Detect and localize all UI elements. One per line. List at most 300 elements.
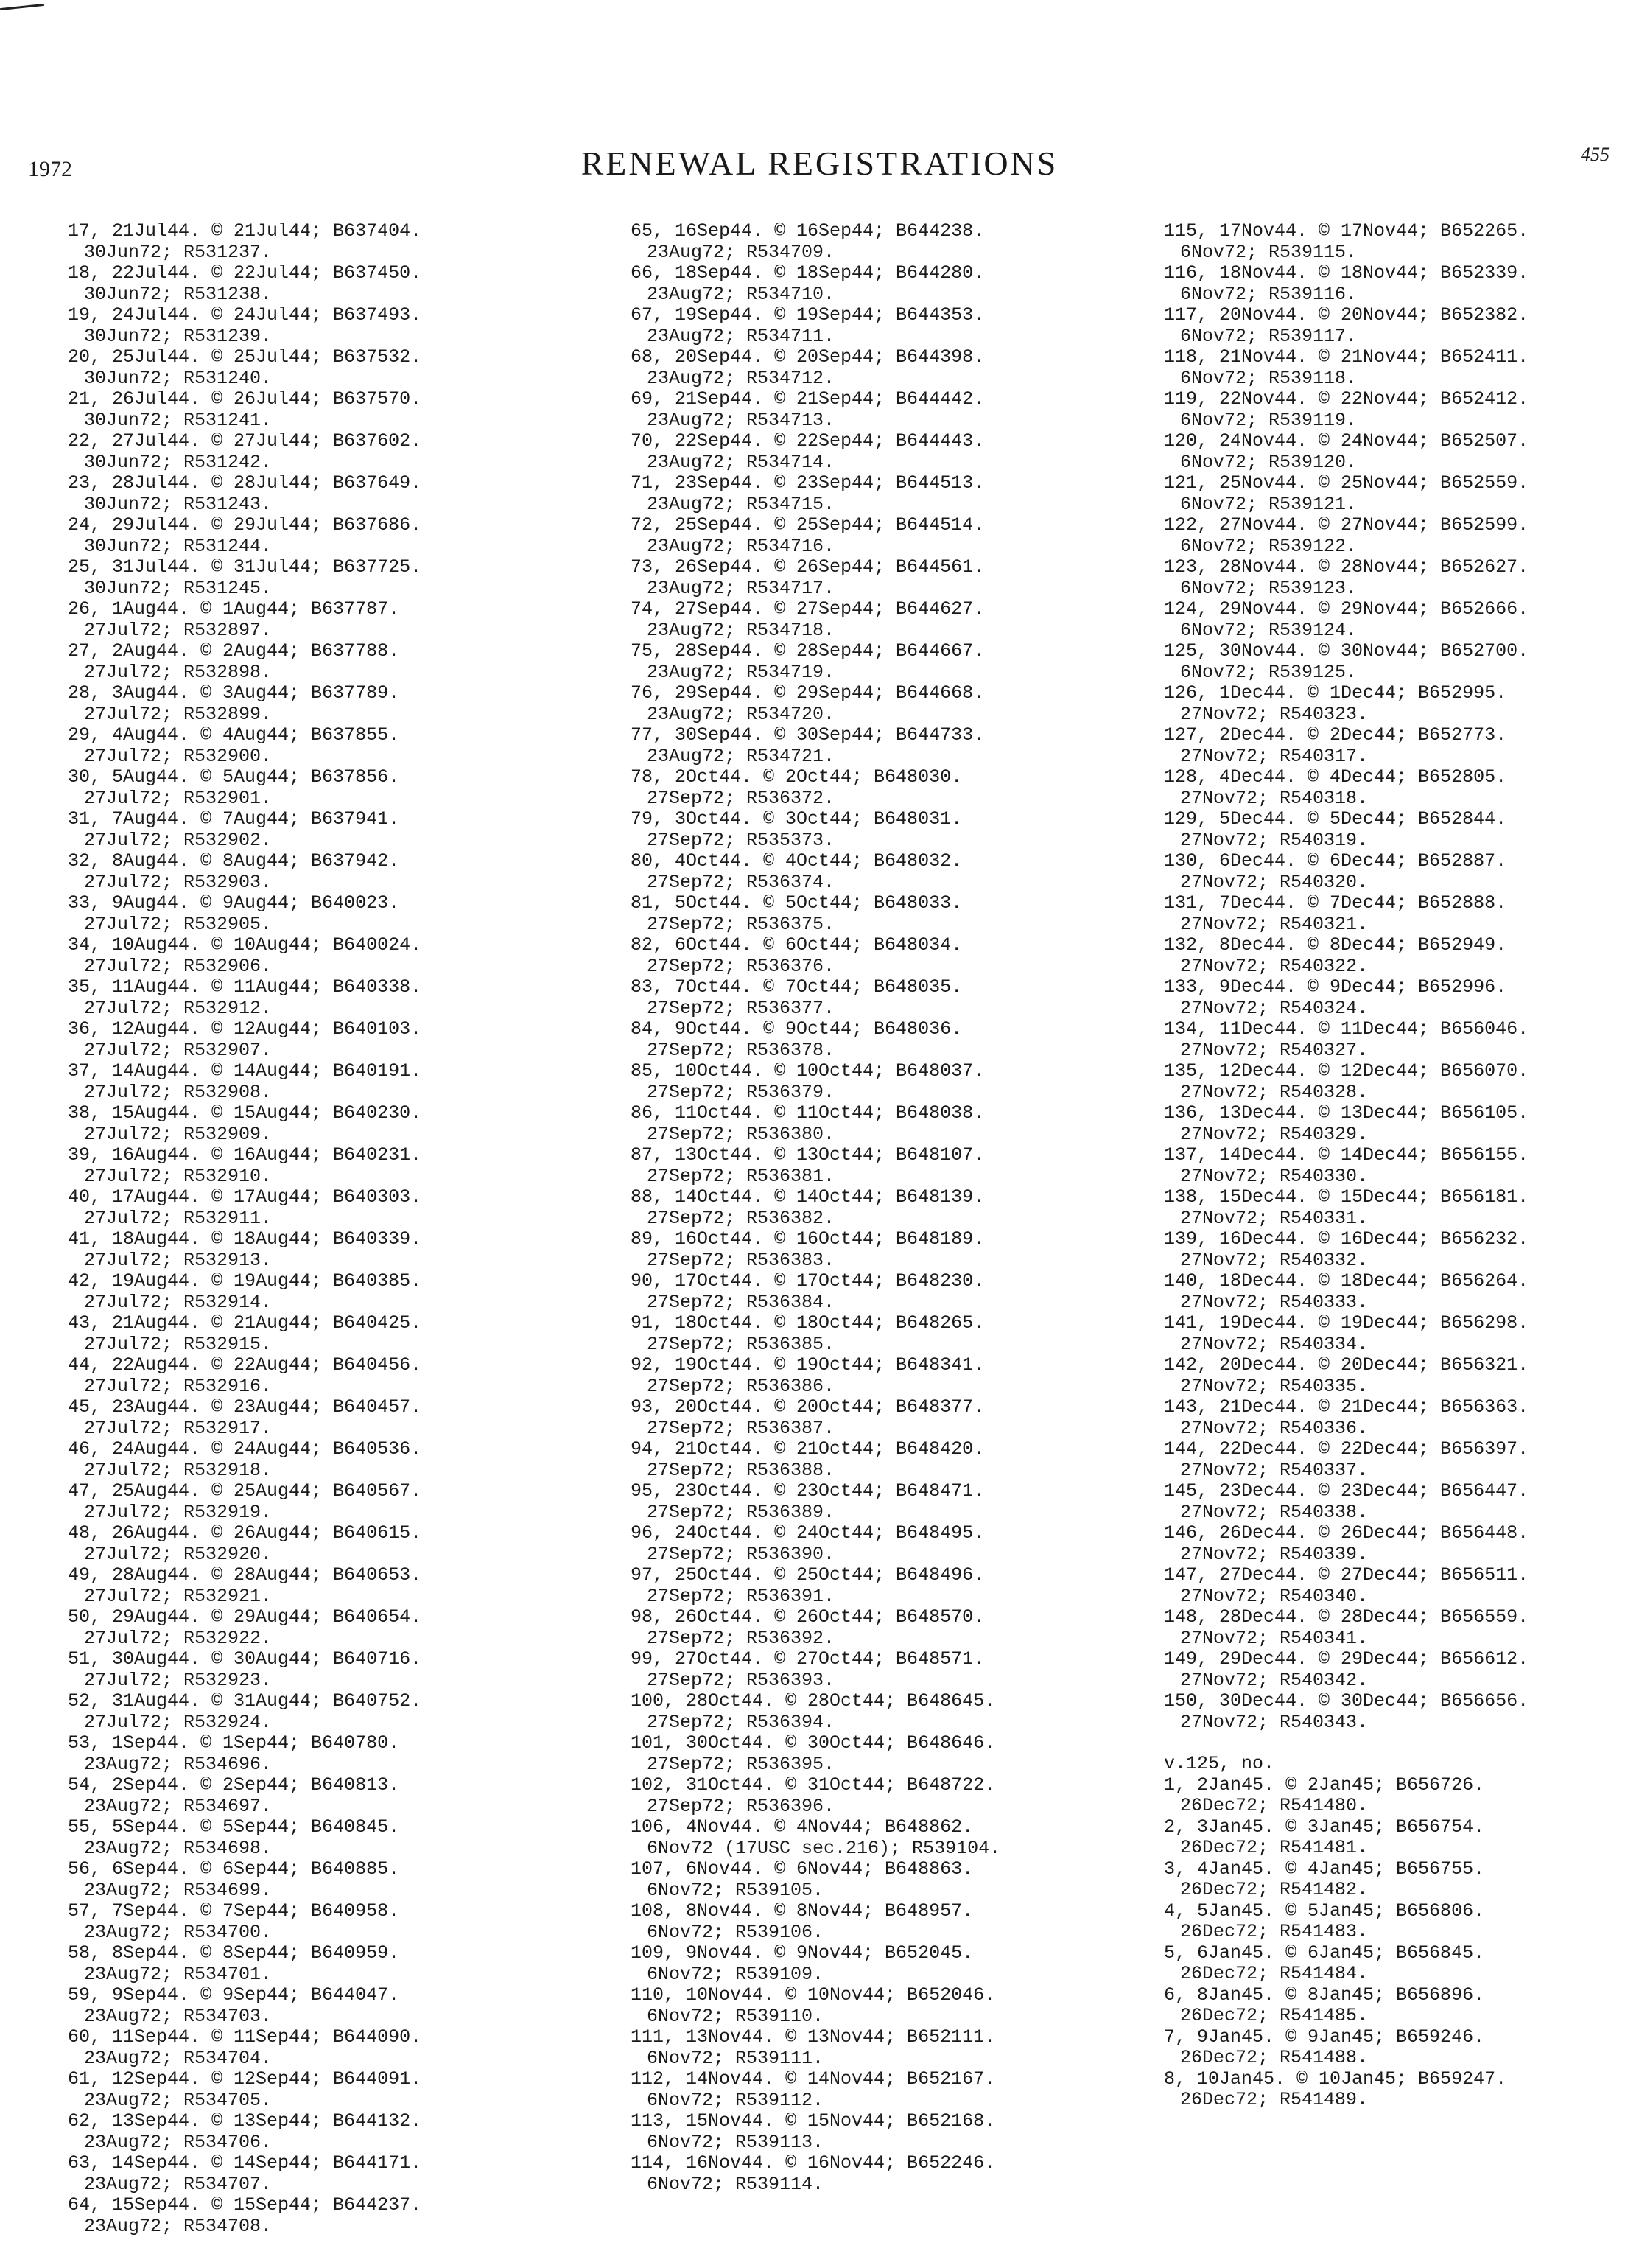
entry-line-2: 27Nov72; R540341.: [1180, 1627, 1369, 1649]
registration-entry: [631, 221, 1131, 263]
entry-line-2: 27Jul72; R532916.: [84, 1375, 273, 1397]
registration-entry: [68, 263, 569, 305]
page-year: 1972: [28, 157, 72, 181]
entry-line-1: 127, 2Dec44. © 2Dec44; B652773.: [1164, 724, 1507, 746]
entry-line-1: 47, 25Aug44. © 25Aug44; B640567.: [68, 1480, 422, 1502]
entry-line-1: 129, 5Dec44. © 5Dec44; B652844.: [1164, 808, 1507, 830]
entry-line-2: 30Jun72; R531244.: [84, 535, 273, 557]
registration-entry: [68, 221, 569, 263]
entry-line-1: 55, 5Sep44. © 5Sep44; B640845.: [68, 1816, 400, 1838]
entry-line-1: 102, 31Oct44. © 31Oct44; B648722.: [631, 1774, 996, 1796]
entry-line-1: 28, 3Aug44. © 3Aug44; B637789.: [68, 682, 400, 704]
entry-line-2: 27Nov72; R540332.: [1180, 1249, 1369, 1271]
entry-line-2: 23Aug72; R534712.: [647, 367, 835, 389]
entry-line-2: 6Nov72; R539111.: [647, 2047, 824, 2069]
registration-entry: [1164, 1103, 1635, 1145]
entry-line-2: 27Jul72; R532901.: [84, 787, 273, 809]
entry-line-1: 59, 9Sep44. © 9Sep44; B644047.: [68, 1984, 400, 2006]
entry-line-2: 23Aug72; R534717.: [647, 577, 835, 599]
registration-entry: [68, 767, 569, 809]
entry-line-2: 6Nov72; R539106.: [647, 1921, 824, 1943]
registration-entry: [631, 935, 1131, 977]
registration-entry: [1164, 851, 1635, 893]
entry-line-1: 42, 19Aug44. © 19Aug44; B640385.: [68, 1270, 422, 1292]
entry-line-2: 23Aug72; R534713.: [647, 409, 835, 431]
registration-entry: [1164, 347, 1635, 389]
entry-line-2: 27Nov72; R540328.: [1180, 1081, 1369, 1103]
registration-entry: [1164, 1649, 1635, 1691]
registration-entry: [631, 1187, 1131, 1229]
entry-line-2: 27Nov72; R540320.: [1180, 871, 1369, 893]
registration-entry: [1164, 1061, 1635, 1103]
entry-line-2: 27Sep72; R536376.: [647, 955, 835, 977]
entry-line-2: 6Nov72; R539120.: [1180, 451, 1358, 473]
entry-line-2: 6Nov72; R539118.: [1180, 367, 1358, 389]
registration-entry: [631, 1229, 1131, 1271]
registration-entry: [1164, 473, 1635, 515]
entry-line-1: 107, 6Nov44. © 6Nov44; B648863.: [631, 1858, 974, 1880]
entry-line-1: 128, 4Dec44. © 4Dec44; B652805.: [1164, 766, 1507, 788]
entry-line-1: 43, 21Aug44. © 21Aug44; B640425.: [68, 1312, 422, 1334]
entry-line-2: 6Nov72; R539119.: [1180, 409, 1358, 431]
registration-entry: [68, 725, 569, 767]
registration-entry: [631, 1439, 1131, 1481]
entry-line-1: 76, 29Sep44. © 29Sep44; B644668.: [631, 682, 985, 704]
registration-entry: [1164, 431, 1635, 473]
entry-line-1: 1, 2Jan45. © 2Jan45; B656726.: [1164, 1774, 1485, 1796]
registration-entry: [1164, 725, 1635, 767]
registration-entry: [1164, 1523, 1635, 1565]
entry-line-2: 27Sep72; R536382.: [647, 1207, 835, 1229]
registration-entry: [631, 1901, 1131, 1943]
entry-line-2: 30Jun72; R531241.: [84, 409, 273, 431]
entry-line-2: 23Aug72; R534701.: [84, 1963, 273, 1985]
entry-line-1: 88, 14Oct44. © 14Oct44; B648139.: [631, 1186, 985, 1208]
entry-line-2: 27Nov72; R540329.: [1180, 1123, 1369, 1145]
entry-line-1: 5, 6Jan45. © 6Jan45; B656845.: [1164, 1942, 1485, 1964]
registration-entry: [1164, 1775, 1635, 1817]
registration-entry: [1164, 809, 1635, 851]
registration-entry: [68, 683, 569, 725]
entry-line-2: 6Nov72; R539105.: [647, 1879, 824, 1901]
entry-line-2: 27Sep72; R536383.: [647, 1249, 835, 1271]
entry-line-1: 83, 7Oct44. © 7Oct44; B648035.: [631, 976, 963, 998]
entry-line-2: 27Sep72; R536389.: [647, 1501, 835, 1523]
registration-entry: [68, 1943, 569, 1985]
entry-line-1: 49, 28Aug44. © 28Aug44; B640653.: [68, 1564, 422, 1586]
registration-entry: [68, 1775, 569, 1817]
registration-entry: [1164, 977, 1635, 1019]
entry-line-1: 23, 28Jul44. © 28Jul44; B637649.: [68, 472, 422, 494]
registration-entry: [68, 1985, 569, 2027]
registration-entry: [68, 557, 569, 599]
entry-line-2: 27Nov72; R540334.: [1180, 1333, 1369, 1355]
entry-line-1: 31, 7Aug44. © 7Aug44; B637941.: [68, 808, 400, 830]
entry-line-1: 53, 1Sep44. © 1Sep44; B640780.: [68, 1732, 400, 1754]
entry-line-2: 27Sep72; R536396.: [647, 1795, 835, 1817]
entry-line-1: 148, 28Dec44. © 28Dec44; B656559.: [1164, 1606, 1529, 1628]
registration-entry: [631, 347, 1131, 389]
entry-line-2: 23Aug72; R534714.: [647, 451, 835, 473]
entry-line-1: 143, 21Dec44. © 21Dec44; B656363.: [1164, 1396, 1529, 1418]
entry-line-2: 6Nov72; R539125.: [1180, 661, 1358, 683]
entry-line-2: 23Aug72; R534718.: [647, 619, 835, 641]
entry-line-1: 37, 14Aug44. © 14Aug44; B640191.: [68, 1060, 422, 1082]
entry-line-2: 27Sep72; R536381.: [647, 1165, 835, 1187]
registration-entry: [68, 347, 569, 389]
entry-line-1: 118, 21Nov44. © 21Nov44; B652411.: [1164, 346, 1529, 368]
registration-entry: [68, 389, 569, 431]
entry-line-1: 94, 21Oct44. © 21Oct44; B648420.: [631, 1438, 985, 1460]
registration-entry: [1164, 1019, 1635, 1061]
registration-entry: [68, 851, 569, 893]
entry-line-2: 23Aug72; R534710.: [647, 283, 835, 305]
entry-line-1: 132, 8Dec44. © 8Dec44; B652949.: [1164, 934, 1507, 956]
entry-line-1: 122, 27Nov44. © 27Nov44; B652599.: [1164, 514, 1529, 536]
entry-line-1: 135, 12Dec44. © 12Dec44; B656070.: [1164, 1060, 1529, 1082]
entry-line-1: 46, 24Aug44. © 24Aug44; B640536.: [68, 1438, 422, 1460]
registration-entry: [68, 1103, 569, 1145]
registration-entry: [631, 1733, 1131, 1775]
registration-entry: [631, 1649, 1131, 1691]
volume-heading: v.125, no.: [1164, 1753, 1275, 1774]
registration-entry: [631, 641, 1131, 683]
registration-entry: [68, 1901, 569, 1943]
entry-line-2: 27Nov72; R540327.: [1180, 1039, 1369, 1061]
entry-line-2: 27Jul72; R532919.: [84, 1501, 273, 1523]
registration-entry: [631, 1145, 1131, 1187]
entry-line-1: 120, 24Nov44. © 24Nov44; B652507.: [1164, 430, 1529, 452]
entry-line-1: 45, 23Aug44. © 23Aug44; B640457.: [68, 1396, 422, 1418]
entry-line-1: 79, 3Oct44. © 3Oct44; B648031.: [631, 808, 963, 830]
entry-line-1: 82, 6Oct44. © 6Oct44; B648034.: [631, 934, 963, 956]
entry-line-2: 27Jul72; R532912.: [84, 997, 273, 1019]
registration-entry: [1164, 1691, 1635, 1733]
entry-line-1: 87, 13Oct44. © 13Oct44; B648107.: [631, 1144, 985, 1166]
entry-line-2: 23Aug72; R534721.: [647, 745, 835, 767]
entry-line-2: 27Sep72; R536372.: [647, 787, 835, 809]
entry-line-2: 27Nov72; R540340.: [1180, 1585, 1369, 1607]
registration-entry: [631, 893, 1131, 935]
entry-line-1: 2, 3Jan45. © 3Jan45; B656754.: [1164, 1816, 1485, 1838]
registration-entry: [631, 767, 1131, 809]
entry-line-1: 54, 2Sep44. © 2Sep44; B640813.: [68, 1774, 400, 1796]
entry-line-2: 26Dec72; R541481.: [1180, 1837, 1369, 1858]
entry-line-1: 70, 22Sep44. © 22Sep44; B644443.: [631, 430, 985, 452]
registration-entry: [631, 1397, 1131, 1439]
entry-line-1: 137, 14Dec44. © 14Dec44; B656155.: [1164, 1144, 1529, 1166]
entry-line-2: 27Sep72; R536378.: [647, 1039, 835, 1061]
registration-entry: [68, 1313, 569, 1355]
entry-line-2: 27Sep72; R536374.: [647, 871, 835, 893]
entry-line-2: 23Aug72; R534716.: [647, 535, 835, 557]
registration-entry: [1164, 1481, 1635, 1523]
entry-line-1: 125, 30Nov44. © 30Nov44; B652700.: [1164, 640, 1529, 662]
entry-line-1: 32, 8Aug44. © 8Aug44; B637942.: [68, 850, 400, 872]
column-1: [68, 221, 569, 2237]
registration-entry: [68, 2195, 569, 2237]
registration-entry: [1164, 1607, 1635, 1649]
registration-entry: [1164, 2069, 1635, 2111]
entry-line-1: 114, 16Nov44. © 16Nov44; B652246.: [631, 2152, 996, 2174]
entry-line-1: 17, 21Jul44. © 21Jul44; B637404.: [68, 220, 422, 242]
entry-line-2: 6Nov72; R539110.: [647, 2005, 824, 2027]
entry-line-2: 23Aug72; R534700.: [84, 1921, 273, 1943]
entry-line-1: 146, 26Dec44. © 26Dec44; B656448.: [1164, 1522, 1529, 1544]
entry-line-2: 23Aug72; R534697.: [84, 1795, 273, 1817]
entry-line-2: 27Sep72; R536385.: [647, 1333, 835, 1355]
entry-line-2: 27Jul72; R532909.: [84, 1123, 273, 1145]
entry-line-1: 81, 5Oct44. © 5Oct44; B648033.: [631, 892, 963, 914]
entry-line-1: 7, 9Jan45. © 9Jan45; B659246.: [1164, 2026, 1485, 2048]
entry-line-1: 142, 20Dec44. © 20Dec44; B656321.: [1164, 1354, 1529, 1376]
entry-line-1: 27, 2Aug44. © 2Aug44; B637788.: [68, 640, 400, 662]
registration-entry: [1164, 515, 1635, 557]
entry-line-1: 144, 22Dec44. © 22Dec44; B656397.: [1164, 1438, 1529, 1460]
entry-line-2: 27Nov72; R540337.: [1180, 1459, 1369, 1481]
entry-line-1: 141, 19Dec44. © 19Dec44; B656298.: [1164, 1312, 1529, 1334]
registration-entry: [68, 2069, 569, 2111]
entry-line-2: 27Sep72; R536392.: [647, 1627, 835, 1649]
registration-entry: [631, 809, 1131, 851]
registration-entry: [1164, 1229, 1635, 1271]
entry-line-1: 106, 4Nov44. © 4Nov44; B648862.: [631, 1816, 974, 1838]
entry-line-1: 34, 10Aug44. © 10Aug44; B640024.: [68, 934, 422, 956]
entry-line-1: 72, 25Sep44. © 25Sep44; B644514.: [631, 514, 985, 536]
entry-line-1: 65, 16Sep44. © 16Sep44; B644238.: [631, 220, 985, 242]
registration-entry: [68, 1733, 569, 1775]
entry-line-1: 39, 16Aug44. © 16Aug44; B640231.: [68, 1144, 422, 1166]
entry-line-2: 27Jul72; R532903.: [84, 871, 273, 893]
entry-line-2: 27Jul72; R532905.: [84, 913, 273, 935]
entry-line-1: 78, 2Oct44. © 2Oct44; B648030.: [631, 766, 963, 788]
entry-line-2: 27Nov72; R540317.: [1180, 745, 1369, 767]
entry-line-2: 26Dec72; R541485.: [1180, 2005, 1369, 2026]
entry-line-2: 27Jul72; R532918.: [84, 1459, 273, 1481]
registration-entry: [68, 305, 569, 347]
entry-line-2: 27Jul72; R532906.: [84, 955, 273, 977]
entry-line-2: 27Sep72; R536379.: [647, 1081, 835, 1103]
entry-line-2: 27Sep72; R536391.: [647, 1585, 835, 1607]
registration-entry: [68, 1397, 569, 1439]
entry-line-2: 27Sep72; R536384.: [647, 1291, 835, 1313]
entry-line-2: 27Sep72; R536395.: [647, 1753, 835, 1775]
entry-line-1: 64, 15Sep44. © 15Sep44; B644237.: [68, 2194, 422, 2216]
entry-line-1: 44, 22Aug44. © 22Aug44; B640456.: [68, 1354, 422, 1376]
page-title: RENEWAL REGISTRATIONS: [580, 144, 1059, 182]
registration-entry: [631, 1691, 1131, 1733]
entry-line-2: 27Nov72; R540324.: [1180, 997, 1369, 1019]
entry-line-1: 116, 18Nov44. © 18Nov44; B652339.: [1164, 262, 1529, 284]
entry-line-1: 51, 30Aug44. © 30Aug44; B640716.: [68, 1648, 422, 1670]
entry-line-2: 26Dec72; R541484.: [1180, 1963, 1369, 1984]
entry-line-1: 123, 28Nov44. © 28Nov44; B652627.: [1164, 556, 1529, 578]
registration-entry: [631, 851, 1131, 893]
entry-line-1: 121, 25Nov44. © 25Nov44; B652559.: [1164, 472, 1529, 494]
registration-entry: [631, 1943, 1131, 1985]
entry-line-1: 35, 11Aug44. © 11Aug44; B640338.: [68, 976, 422, 998]
registration-entry: [1164, 557, 1635, 599]
entry-line-1: 73, 26Sep44. © 26Sep44; B644561.: [631, 556, 985, 578]
registration-entry: [631, 1817, 1131, 1859]
entry-line-1: 24, 29Jul44. © 29Jul44; B637686.: [68, 514, 422, 536]
registration-entry: [68, 977, 569, 1019]
registration-entry: [631, 1019, 1131, 1061]
entry-line-2: 27Nov72; R540339.: [1180, 1543, 1369, 1565]
entry-line-2: 30Jun72; R531243.: [84, 493, 273, 515]
entry-line-2: 30Jun72; R531242.: [84, 451, 273, 473]
entry-line-2: 6Nov72; R539124.: [1180, 619, 1358, 641]
registration-entry: [631, 725, 1131, 767]
registration-entry: [631, 599, 1131, 641]
entry-line-2: 6Nov72; R539114.: [647, 2173, 824, 2195]
registration-entry: [631, 683, 1131, 725]
entry-line-2: 6Nov72; R539109.: [647, 1963, 824, 1985]
entry-line-2: 27Jul72; R532922.: [84, 1627, 273, 1649]
registration-entry: [68, 473, 569, 515]
entry-line-2: 26Dec72; R541489.: [1180, 2089, 1369, 2110]
entry-line-1: 84, 9Oct44. © 9Oct44; B648036.: [631, 1018, 963, 1040]
registration-entry: [1164, 389, 1635, 431]
registration-entry: [631, 1565, 1131, 1607]
entry-line-1: 20, 25Jul44. © 25Jul44; B637532.: [68, 346, 422, 368]
registration-entry: [1164, 1145, 1635, 1187]
entry-line-1: 109, 9Nov44. © 9Nov44; B652045.: [631, 1942, 974, 1964]
registration-entry: [631, 1355, 1131, 1397]
entry-line-2: 6Nov72; R539112.: [647, 2089, 824, 2111]
entry-line-1: 124, 29Nov44. © 29Nov44; B652666.: [1164, 598, 1529, 620]
registration-entry: [68, 1649, 569, 1691]
registration-entry: [631, 2111, 1131, 2153]
entry-line-2: 23Aug72; R534704.: [84, 2047, 273, 2069]
entry-line-2: 27Jul72; R532923.: [84, 1669, 273, 1691]
entry-line-1: 100, 28Oct44. © 28Oct44; B648645.: [631, 1690, 996, 1712]
registration-entry: [631, 2069, 1131, 2111]
registration-entry: [1164, 1313, 1635, 1355]
entry-line-2: 30Jun72; R531237.: [84, 241, 273, 263]
entry-line-2: 30Jun72; R531239.: [84, 325, 273, 347]
entry-line-1: 4, 5Jan45. © 5Jan45; B656806.: [1164, 1900, 1485, 1922]
entry-line-1: 60, 11Sep44. © 11Sep44; B644090.: [68, 2026, 422, 2048]
entry-line-2: 30Jun72; R531240.: [84, 367, 273, 389]
entry-line-1: 40, 17Aug44. © 17Aug44; B640303.: [68, 1186, 422, 1208]
entry-line-2: 27Jul72; R532899.: [84, 703, 273, 725]
entry-line-1: 110, 10Nov44. © 10Nov44; B652046.: [631, 1984, 996, 2006]
entry-line-2: 27Sep72; R536375.: [647, 913, 835, 935]
registration-entry: [1164, 1943, 1635, 1985]
entry-line-2: 6Nov72; R539116.: [1180, 283, 1358, 305]
entry-line-2: 27Nov72; R540330.: [1180, 1165, 1369, 1187]
corner-mark: [0, 4, 44, 10]
registration-entry: [631, 2153, 1131, 2195]
page-header: [0, 144, 1639, 195]
entry-line-2: 27Jul72; R532900.: [84, 745, 273, 767]
entry-line-2: 27Nov72; R540335.: [1180, 1375, 1369, 1397]
registration-entry: [68, 431, 569, 473]
registration-entry: [1164, 641, 1635, 683]
entry-line-1: 48, 26Aug44. © 26Aug44; B640615.: [68, 1522, 422, 1544]
entry-line-2: 27Jul72; R532910.: [84, 1165, 273, 1187]
registration-entry: [631, 1313, 1131, 1355]
entry-line-1: 91, 18Oct44. © 18Oct44; B648265.: [631, 1312, 985, 1334]
entry-line-1: 92, 19Oct44. © 19Oct44; B648341.: [631, 1354, 985, 1376]
entry-line-2: 27Jul72; R532915.: [84, 1333, 273, 1355]
entry-line-2: 27Nov72; R540322.: [1180, 955, 1369, 977]
entry-line-2: 27Nov72; R540323.: [1180, 703, 1369, 725]
entry-line-1: 63, 14Sep44. © 14Sep44; B644171.: [68, 2152, 422, 2174]
entry-line-1: 61, 12Sep44. © 12Sep44; B644091.: [68, 2068, 422, 2090]
entry-line-1: 18, 22Jul44. © 22Jul44; B637450.: [68, 262, 422, 284]
entry-line-1: 130, 6Dec44. © 6Dec44; B652887.: [1164, 850, 1507, 872]
registration-entry: [631, 1985, 1131, 2027]
entry-line-1: 90, 17Oct44. © 17Oct44; B648230.: [631, 1270, 985, 1292]
entry-line-2: 27Nov72; R540343.: [1180, 1711, 1369, 1733]
entry-line-2: 27Jul72; R532897.: [84, 619, 273, 641]
entry-line-2: 6Nov72; R539122.: [1180, 535, 1358, 557]
page-number: 455: [1581, 144, 1610, 165]
column-2: [631, 221, 1131, 2195]
entry-line-2: 23Aug72; R534711.: [647, 325, 835, 347]
entry-line-2: 27Sep72; R536390.: [647, 1543, 835, 1565]
entry-line-1: 19, 24Jul44. © 24Jul44; B637493.: [68, 304, 422, 326]
entry-line-1: 71, 23Sep44. © 23Sep44; B644513.: [631, 472, 985, 494]
entry-line-2: 30Jun72; R531238.: [84, 283, 273, 305]
entry-line-1: 41, 18Aug44. © 18Aug44; B640339.: [68, 1228, 422, 1250]
entry-line-2: 6Nov72; R539117.: [1180, 325, 1358, 347]
entry-line-2: 23Aug72; R534707.: [84, 2173, 273, 2195]
registration-entry: [1164, 893, 1635, 935]
registration-entry: [68, 641, 569, 683]
entry-line-2: 27Jul72; R532898.: [84, 661, 273, 683]
registration-entry: [1164, 263, 1635, 305]
entry-line-1: 67, 19Sep44. © 19Sep44; B644353.: [631, 304, 985, 326]
entry-line-2: 23Aug72; R534720.: [647, 703, 835, 725]
entry-line-2: 27Sep72; R536386.: [647, 1375, 835, 1397]
entry-line-1: 29, 4Aug44. © 4Aug44; B637855.: [68, 724, 400, 746]
entry-line-1: 38, 15Aug44. © 15Aug44; B640230.: [68, 1102, 422, 1124]
entry-line-2: 27Nov72; R540333.: [1180, 1291, 1369, 1313]
entry-line-1: 117, 20Nov44. © 20Nov44; B652382.: [1164, 304, 1529, 326]
registration-entry: [68, 2027, 569, 2069]
registration-entry: [631, 473, 1131, 515]
entry-line-2: 27Sep72; R536377.: [647, 997, 835, 1019]
registration-entry: [68, 1481, 569, 1523]
entry-line-1: 80, 4Oct44. © 4Oct44; B648032.: [631, 850, 963, 872]
entry-line-2: 23Aug72; R534708.: [84, 2215, 273, 2237]
entry-line-1: 115, 17Nov44. © 17Nov44; B652265.: [1164, 220, 1529, 242]
entry-line-2: 27Sep72; R536387.: [647, 1417, 835, 1439]
registration-entry: [1164, 2027, 1635, 2069]
entry-line-1: 33, 9Aug44. © 9Aug44; B640023.: [68, 892, 400, 914]
registration-entry: [1164, 683, 1635, 725]
entry-line-1: 69, 21Sep44. © 21Sep44; B644442.: [631, 388, 985, 410]
registration-entry: [1164, 1439, 1635, 1481]
entry-line-2: 23Aug72; R534705.: [84, 2089, 273, 2111]
entry-line-2: 27Sep72; R536393.: [647, 1669, 835, 1691]
entry-line-2: 27Jul72; R532913.: [84, 1249, 273, 1271]
entry-line-1: 149, 29Dec44. © 29Dec44; B656612.: [1164, 1648, 1529, 1670]
entry-line-1: 36, 12Aug44. © 12Aug44; B640103.: [68, 1018, 422, 1040]
entry-line-2: 6Nov72 (17USC sec.216); R539104.: [647, 1837, 1001, 1859]
entry-line-1: 85, 10Oct44. © 10Oct44; B648037.: [631, 1060, 985, 1082]
entry-line-1: 112, 14Nov44. © 14Nov44; B652167.: [631, 2068, 996, 2090]
registration-entry: [68, 1145, 569, 1187]
entry-line-2: 27Sep72; R535373.: [647, 829, 835, 851]
entry-line-1: 26, 1Aug44. © 1Aug44; B637787.: [68, 598, 400, 620]
registration-entry: [631, 305, 1131, 347]
registration-entry: [631, 2027, 1131, 2069]
registration-entry: [631, 1859, 1131, 1901]
